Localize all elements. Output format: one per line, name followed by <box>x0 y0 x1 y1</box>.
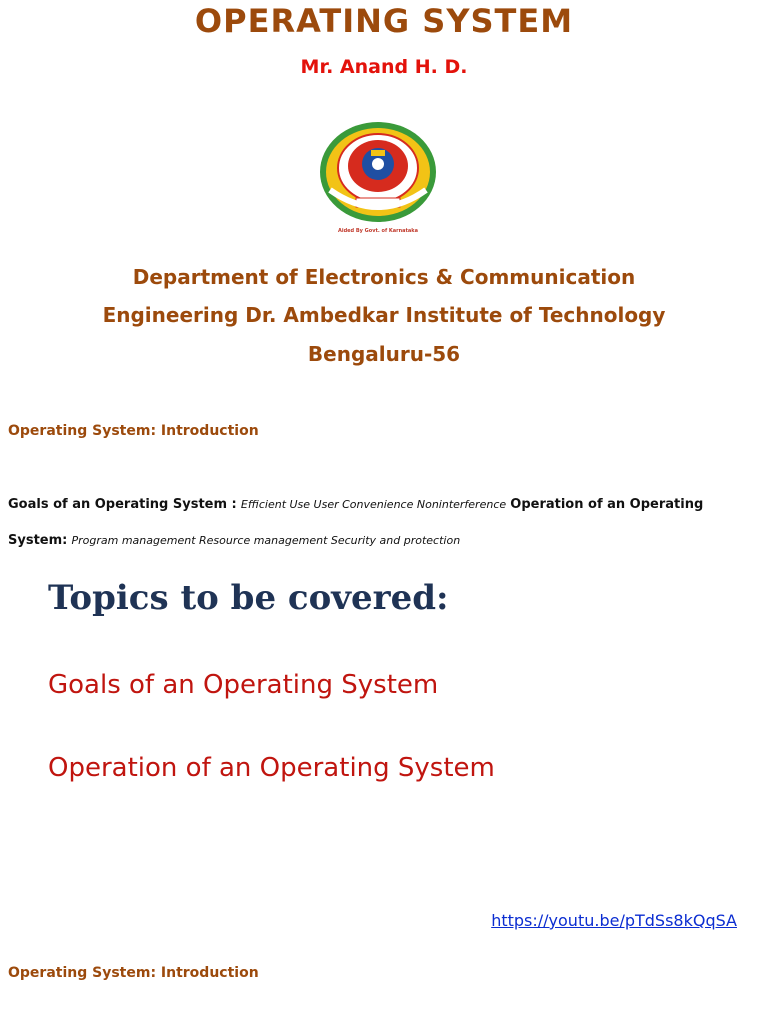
topics-heading: Topics to be covered: <box>48 578 449 618</box>
department-line-1: Department of Electronics & Communication <box>132 265 636 289</box>
operation-label-part1: Operation of an Operating <box>510 497 704 512</box>
logo-caption: Aided By Govt. of Karnataka <box>338 228 418 234</box>
page-title: OPERATING SYSTEM <box>194 2 574 40</box>
section-label-intro-footer: Operating System: Introduction <box>8 965 259 981</box>
operation-label-part2: System: <box>8 533 68 548</box>
goals-label: Goals of an Operating System : <box>8 497 237 512</box>
summary-paragraph <box>8 487 708 559</box>
department-line-3: Bengaluru-56 <box>307 342 461 366</box>
operation-items: Program management Resource management Security and protection <box>71 534 461 547</box>
section-label-intro: Operating System: Introduction <box>8 423 259 439</box>
goals-items: Efficient Use User Convenience Noninterference <box>240 498 507 511</box>
video-link[interactable]: https://youtu.be/pTdSs8kQqSA <box>491 911 737 930</box>
topic-item: Goals of an Operating System <box>48 670 439 700</box>
department-line-2: Engineering Dr. Ambedkar Institute of Technology <box>102 303 666 327</box>
institute-seal-icon <box>316 120 440 226</box>
institute-logo <box>316 120 440 242</box>
author-name: Mr. Anand H. D. <box>300 56 468 78</box>
topic-item: Operation of an Operating System <box>48 753 495 783</box>
